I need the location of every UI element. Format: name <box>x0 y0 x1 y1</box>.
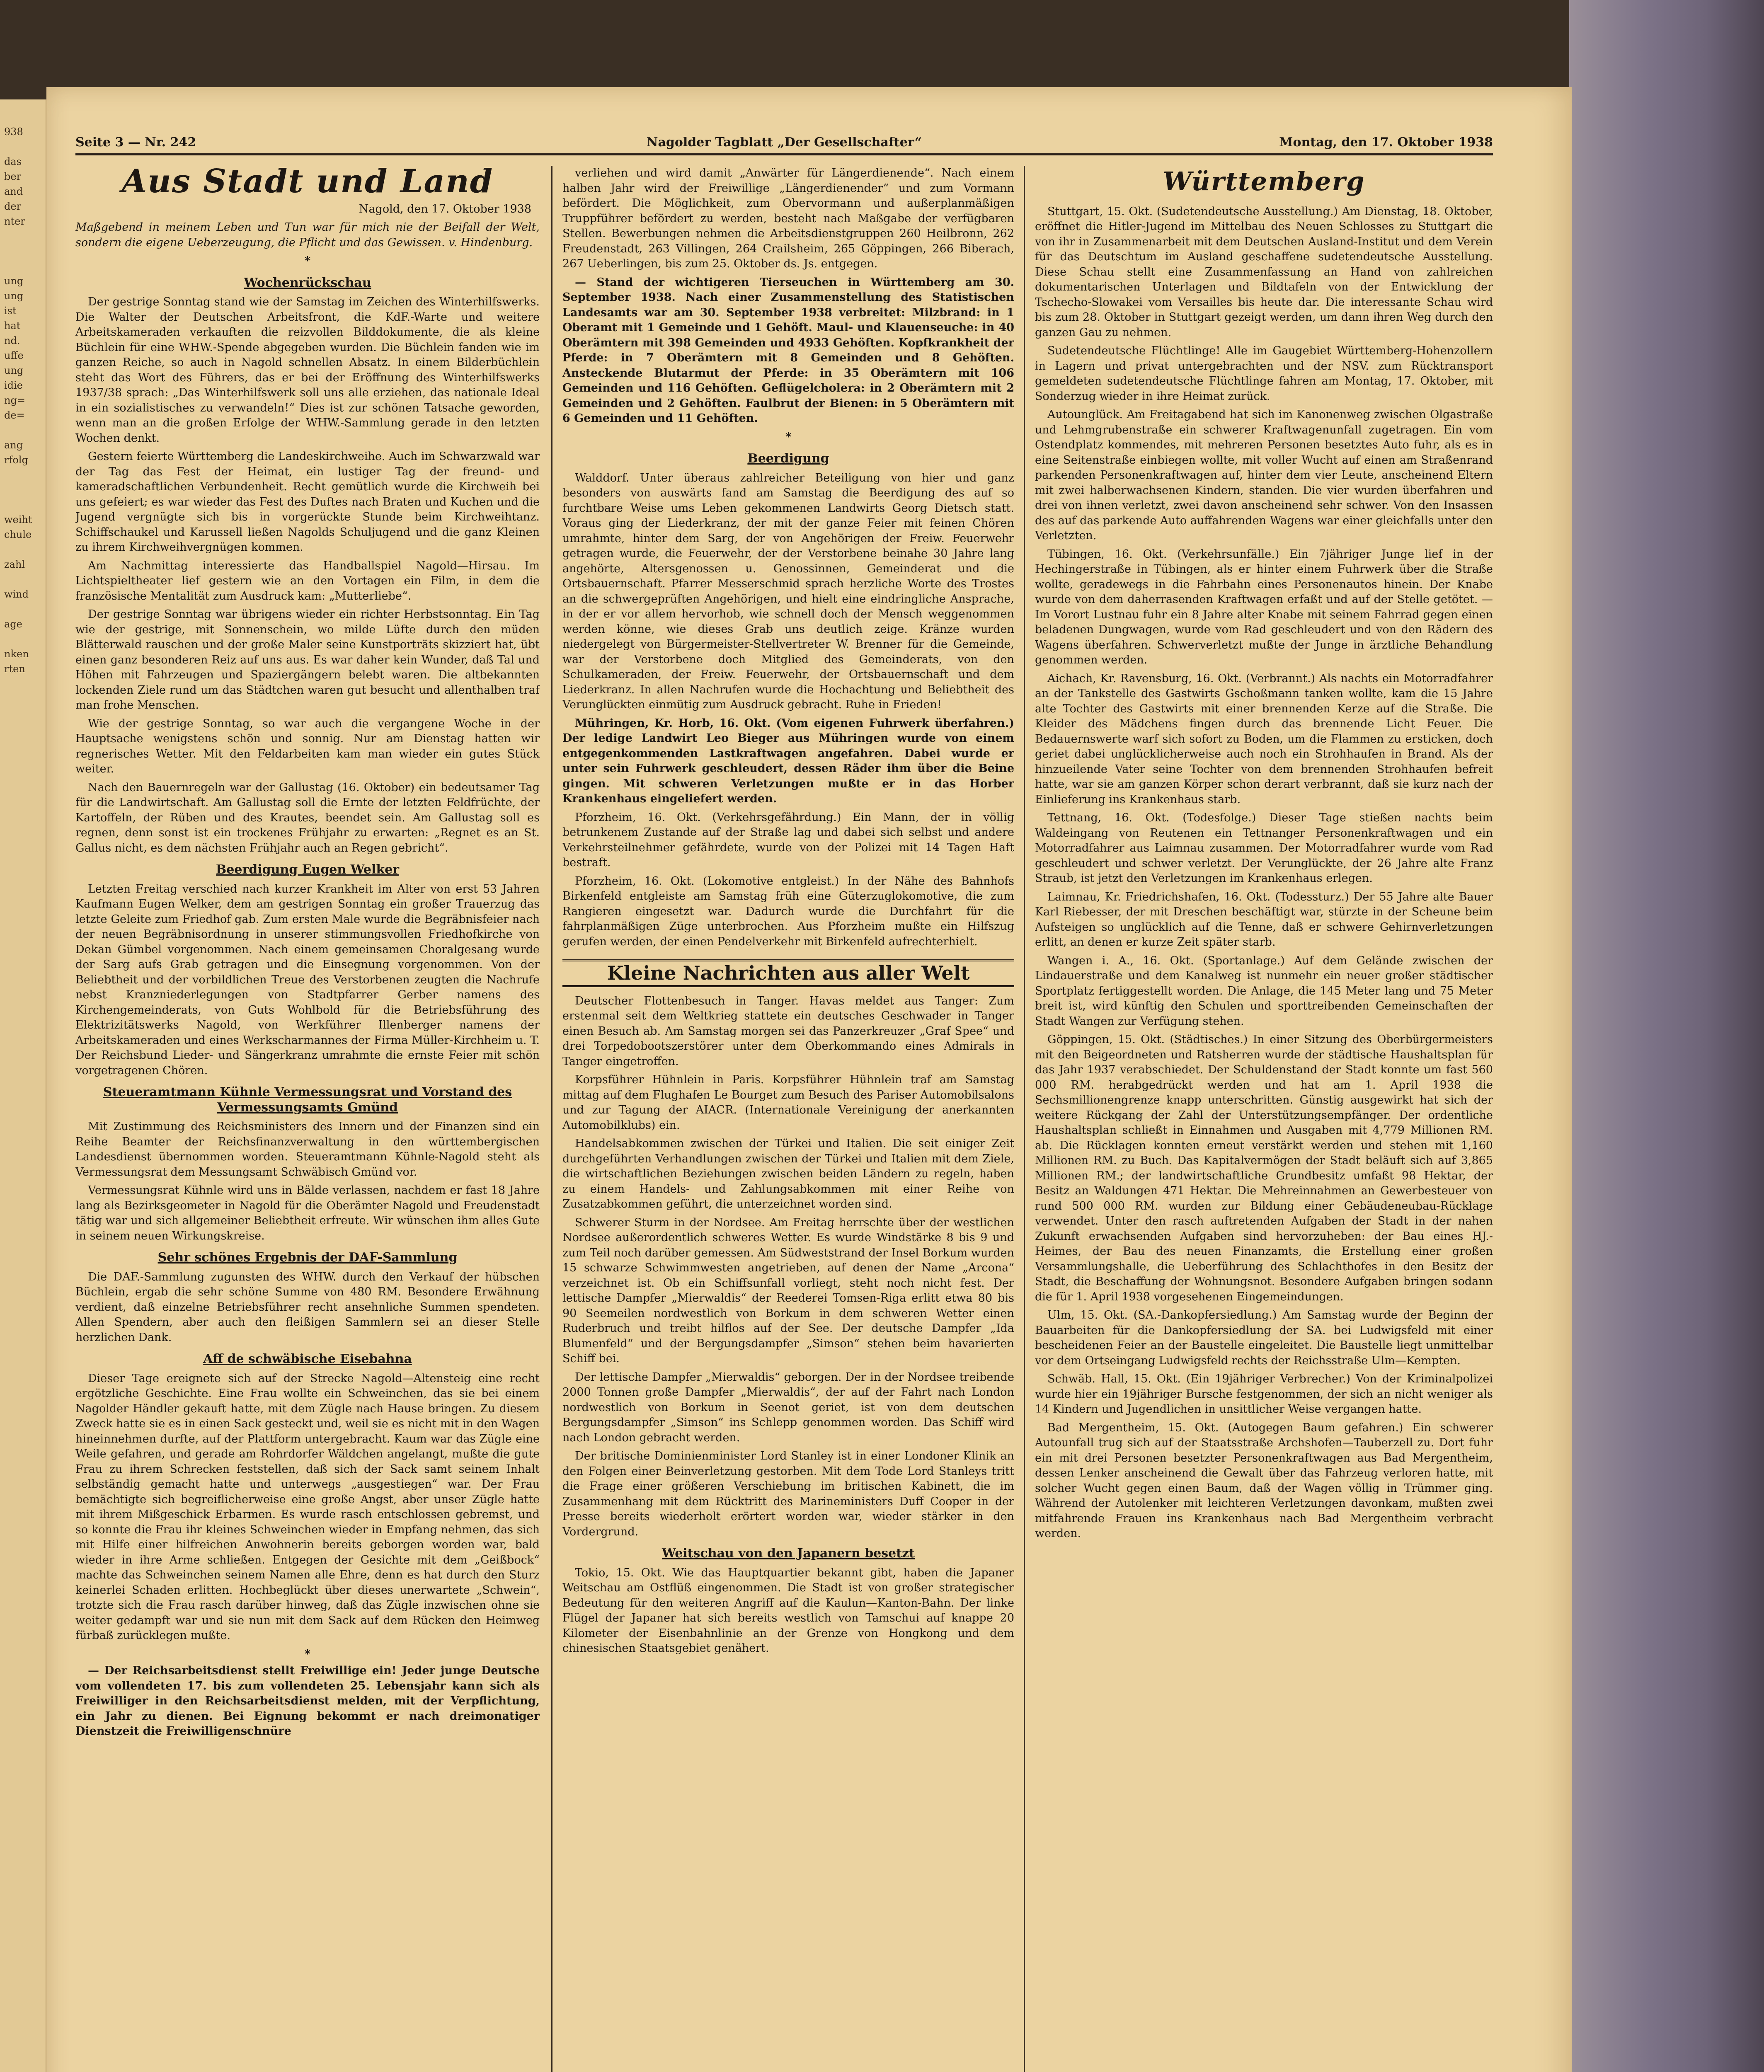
article-paragraph: Gestern feierte Württemberg die Landeskirchweihe. Auch im Schwarzwald war der Tag das Fest der Heimat, ein lustiger Tag der freund- und kameradschaftlichen Verbundenheit. Recht gemütlich wurde die Kirchweih bei uns gefeiert; es war wieder das Fest des Duftes nach Braten und Kuchen und die Jugend vergnügte sich bis in vorgerückte Stunde beim Kirchweihtanz. Schiffschaukel und Karussell ließen Nagolds Schuljugend und die ganz Kleinen zu ihrem Kirchweihvergnügen kommen. <box>75 450 540 554</box>
article-paragraph: Handelsabkommen zwischen der Türkei und Italien. Die seit einiger Zeit durchgeführten Verhandlungen zwischen der Türkei und Italien mit dem Ziele, die wirtschaftlichen Beziehungen zwischen beiden Ländern zu regeln, haben zu einem Handels- und Zahlungsabkommen mit einer Reihe von Zusatzabkommen geführt, die unterzeichnet worden sind. <box>562 1137 1014 1210</box>
article-heading: Beerdigung <box>747 451 829 466</box>
article-paragraph: Der gestrige Sonntag war übrigens wieder ein richter Herbstsonntag. Ein Tag wie der gestrige, mit Sonnenschein, wo milde Lüfte durch den müden Blätterwald rauschen und der große Maler seine Kunstporträts skizziert hat, übt einen ganz besonderen Reiz auf uns aus. Es war daher kein Wunder, daß Tal und Höhen mit Fahrzeugen und Spaziergängern belebt waren. Die altbekannten lockenden Ziele rund um das Städtchen waren gut besucht und allenthalben traf man frohe Menschen. <box>75 608 540 712</box>
adjacent-page-fragment <box>0 99 46 2072</box>
article-heading: Aff de schwäbische Eisebahna <box>203 1352 412 1366</box>
column-rule <box>1024 166 1025 2072</box>
article-paragraph: Walddorf. Unter überaus zahlreicher Beteiligung von hier und ganz besonders von auswärts fand am Samstag die Beerdigung des auf so furchtbare Weise ums Leben gekommenen Landwirts Georg Dietsch statt. Voraus ging der Liederkranz, der mit der ganze Feier mit feinen Chören umrahmte, hinter dem Sarg, der von Angehörigen der Freiw. Feuerwehr getragen wurde, die Feuerwehr, der der Verstorbene beinahe 30 Jahre lang angehörte, Altersgenossen u. Genossinnen, Gemeinderat und die Ortsbauernschaft. Pfarrer Messerschmid sprach herzliche Worte des Trostes an die schwergeprüften Angehörigen, und hielt eine eindringliche Ansprache, in der er vor allem hervorhob, wie schnell doch der Mensch weggenommen werden könne, wie dieses Grab uns deutlich zeige. Kränze wurden niedergelegt von Bürgermeister-Stellvertreter W. Brenner für die Gemeinde, war der Verstorbene doch Mitglied des Gemeinderats, von den Schulkameraden, der Freiw. Feuerwehr, der Ortsbauernschaft und dem Liederkranz. In allen Nachrufen wurde die Hochachtung und Beliebtheit des Verunglückten einmütig zum Ausdruck gebracht. Ruhe in Frieden! <box>562 471 1014 711</box>
column-3 <box>1035 166 1493 2072</box>
article-paragraph: Vermessungsrat Kühnle wird uns in Bälde verlassen, nachdem er fast 18 Jahre lang als Bezirksgeometer in Nagold für die Oberämter Nagold und Freudenstadt tätig war und sich allgemeiner Beliebtheit erfreute. Wir wünschen ihm alles Gute in seinem neuen Wirkungskreise. <box>75 1184 540 1242</box>
article-heading: Wochenrückschau <box>244 275 371 290</box>
adjacent-page-text: 938 das ber and der nter ung ung ist hat nd. uffe ung idie ng= de= ang rfolg weiht chule zahl wind age nken rten <box>4 126 32 675</box>
article-paragraph: Deutscher Flottenbesuch in Tanger. Havas meldet aus Tanger: Zum erstenmal seit dem Weltkrieg stattete ein deutsches Geschwader in Tanger einen Besuch ab. Am Samstag morgen sei das Panzerkreuzer „Graf Spee“ und drei Torpedobootszerstörer unter dem Oberkommando eines Admirals in Tanger eingetroffen. <box>562 994 1014 1068</box>
article-paragraph: Wangen i. A., 16. Okt. (Sportanlage.) Auf dem Gelände zwischen der Lindauerstraße und dem Kanalweg ist nunmehr ein neuer großer städtischer Sportplatz fertiggestellt worden. Die Anlage, die 145 Meter lang und 75 Meter breit ist, wird künftig den Schulen und sporttreibenden Gemeinschaften der Stadt Wangen zur Verfügung stehen. <box>1035 954 1493 1028</box>
article-paragraph: Schwäb. Hall, 15. Okt. (Ein 19jähriger Verbrecher.) Von der Kriminalpolizei wurde hier ein 19jähriger Bursche festgenommen, der sich an nicht weniger als 14 Kindern und Jugendlichen in unsittlicher Weise vergangen hatte. <box>1035 1372 1493 1416</box>
header-masthead: Nagolder Tagblatt „Der Gesellschafter“ <box>647 135 922 150</box>
header-page-number: Seite 3 — Nr. 242 <box>75 135 196 150</box>
article-paragraph: Pforzheim, 16. Okt. (Lokomotive entgleist.) In der Nähe des Bahnhofs Birkenfeld entgleiste am Samstag früh eine Güterzuglokomotive, die zum Rangieren eingesetzt war. Dadurch wurde die Durchfahrt für die fahrplanmäßigen Züge unterbrochen. Aus Pforzheim mußte ein Hilfszug gerufen werden, der einen Pendelverkehr mit Birkenfeld aufrechterhielt. <box>562 874 1014 948</box>
section-title-local: Aus Stadt und Land <box>121 166 494 200</box>
article-paragraph: Göppingen, 15. Okt. (Städtisches.) In einer Sitzung des Oberbürgermeisters mit den Beigeordneten und Ratsherren wurde der städtische Haushaltsplan für das Jahr 1937 verabschiedet. Der Schuldenstand der Stadt konnte um fast 560 000 RM. herabgedrückt werden und hat am 1. April 1938 die Sechsmillionengrenze knapp unterschritten. Günstig ausgewirkt hat sich der weitere Rückgang der Zahl der Unterstützungsempfänger. Der ordentliche Haushaltsplan schließt in Einnahmen und Ausgaben mit 4,779 Millionen RM. ab. Die Rücklagen konnten erneut verstärkt werden und stehen mit 1,160 Millionen RM. zu Buch. Das Kapitalvermögen der Stadt beläuft sich auf 3,865 Millionen RM.; der landwirtschaftliche Grundbesitz umfaßt 98 Hektar, der Besitz an Waldungen 471 Hektar. Die Mehreinnahmen an Gewerbesteuer von rund 500 000 RM. wurden zur Bildung einer Gebäudeneubau-Rücklage verwendet. Unter den rasch auftretenden Aufgaben der Stadt in der nahen Zukunft erwachsenden Aufgaben sind hervorzuheben: der Bau eines HJ.-Heimes, der Bau des neuen Finanzamts, die Erstellung einer großen Versammlungshalle, die Ueberführung des Schlachthofes in den Besitz der Stadt, die Beschaffung der Wohnungsnot. Besondere Aufgaben bringen sodann die für 1. April 1938 vorgesehenen Eingemeindungen. <box>1035 1033 1493 1303</box>
header-date: Montag, den 17. Oktober 1938 <box>1279 135 1493 150</box>
dateline: Nagold, den 17. Oktober 1938 <box>359 202 531 215</box>
article-paragraph: Pforzheim, 16. Okt. (Verkehrsgefährdung.) Ein Mann, der in völlig betrunkenem Zustande auf der Straße lag und dabei sich selbst und andere Verkehrsteilnehmer gefährdete, wurde von der Polizei mit 14 Tagen Haft bestraft. <box>562 811 1014 869</box>
newspaper-page <box>46 87 1572 2072</box>
article-paragraph: Laimnau, Kr. Friedrichshafen, 16. Okt. (Todessturz.) Der 55 Jahre alte Bauer Karl Riebesser, der mit Dreschen beschäftigt war, stürzte in der Scheune beim Aufsteigen so unglücklich auf die Tenne, daß er schwere Gehirnverletzungen erlitt, an denen er kurze Zeit später starb. <box>1035 890 1493 949</box>
article-paragraph: verliehen und wird damit „Anwärter für Längerdienende“. Nach einem halben Jahr wird der Freiwillige „Längerdienender“ und zum Vormann befördert. Die Möglichkeit, zum Obervormann und außerplanmäßigen Truppführer befördert zu werden, besteht nach Maßgabe der verfügbaren Stellen. Bewerbungen nehmen die Arbeitsdienstgruppen 260 Heilbronn, 262 Freudenstadt, 263 Villingen, 264 Crailsheim, 265 Göppingen, 266 Biberach, 267 Ueberlingen, bis zum 25. Oktober ds. Js. entgegen. <box>562 167 1014 270</box>
article-paragraph: — Der Reichsarbeitsdienst stellt Freiwillige ein! Jeder junge Deutsche vom vollendeten 17. bis zum vollendeten 25. Lebensjahr kann sich als Freiwilliger in den Reichsarbeitsdienst melden, mit der Verpflichtung, ein Jahr zu dienen. Bei Eignung bekommt er nach dreimonatiger Dienstzeit die Freiwilligenschnüre <box>75 1664 540 1738</box>
article-heading: Sehr schönes Ergebnis der DAF-Sammlung <box>158 1250 458 1265</box>
article-paragraph: Ulm, 15. Okt. (SA.-Dankopfersiedlung.) Am Samstag wurde der Beginn der Bauarbeiten für die Dankopfersiedlung der SA. bei Ludwigsfeld mit einer bescheidenen Feier an der Baustelle eingeleitet. Die Baustelle liegt unmittelbar vor dem Ortseingang Ludwigsfeld rechts der Reichsstraße Ulm—Kempten. <box>1035 1309 1493 1367</box>
article-heading: Beerdigung Eugen Welker <box>216 862 400 877</box>
article-heading: Weitschau von den Japanern besetzt <box>662 1546 915 1561</box>
article-paragraph: Bad Mergentheim, 15. Okt. (Autogegen Baum gefahren.) Ein schwerer Autounfall trug sich auf der Staatsstraße Archshofen—Tauberzell zu. Dort fuhr ein mit drei Personen besetzter Personenkraftwagen aus Bad Mergentheim, dessen Lenker anscheinend die Gewalt über das Fahrzeug verloren hatte, mit solcher Wucht gegen einen Baum, daß der Wagen völlig in Trümmer ging. Während der Autolenker mit leichteren Verletzungen davonkam, mußten zwei mitfahrende Frauen ins Krankenhaus nach Bad Mergentheim verbracht werden. <box>1035 1421 1493 1540</box>
article-paragraph: Der britische Dominienminister Lord Stanley ist in einer Londoner Klinik an den Folgen einer Beinverletzung gestorben. Mit dem Tode Lord Stanleys tritt die Frage einer größeren Verschiebung im britischen Kabinett, die im Zusammenhang mit dem Rücktritt des Marineministers Duff Cooper in der Presse bereits wiederholt erörtert worden war, wieder stärker in den Vordergrund. <box>562 1450 1014 1538</box>
article-paragraph: Schwerer Sturm in der Nordsee. Am Freitag herrschte über der westlichen Nordsee außerordentlich schweres Wetter. Es wurde Windstärke 8 bis 9 und zum Teil noch darüber gemessen. Am Südweststrand der Insel Borkum wurden 15 schwarze Schwimmwesten angetrieben, auf denen der Name „Arcona“ verzeichnet ist. Ob ein Schiffsunfall vorliegt, steht noch nicht fest. Der lettische Dampfer „Mierwaldis“ der Reederei Tomsen-Riga erlitt etwa 80 bis 90 Seemeilen nordwestlich von Borkum in dem schweren Wetter einen Ruderbruch und treibt hilflos auf der See. Der deutsche Dampfer „Ida Blumenfeld“ und der Bergungsdampfer „Simson“ stehen beim havarierten Schiff bei. <box>562 1216 1014 1365</box>
article-heading: Steueramtmann Kühnle Vermessungsrat und Vorstand des Vermessungsamts Gmünd <box>103 1085 512 1115</box>
separator-star: * <box>304 1647 311 1661</box>
article-paragraph: Tübingen, 16. Okt. (Verkehrsunfälle.) Ein 7jähriger Junge lief in der Hechingerstraße in Tübingen, als er hinter einem Fuhrwerk über die Straße wollte, geradewegs in die Fahrbahn eines Personenautos hinein. Der Knabe wurde von dem daherrasenden Kraftwagen erfaßt und auf der Stelle getötet. — Im Vorort Lustnau fuhr ein 8 Jahre alter Knabe mit seinem Fahrrad gegen einen beladenen Dungwagen, wurde vom Rad geschleudert und von den Rädern des Wagens überfahren. Schwerverletzt mußte der Junge in ärztliche Behandlung genommen werden. <box>1035 547 1493 666</box>
column-1 <box>75 166 540 2072</box>
article-paragraph: Am Nachmittag interessierte das Handballspiel Nagold—Hirsau. Im Lichtspieltheater lief gestern wie an den Vortagen ein Film, in dem die französische Mentalität zum Ausdruck kam: „Mutterliebe“. <box>75 559 540 603</box>
page-header <box>75 128 1493 155</box>
article-paragraph: Mit Zustimmung des Reichsministers des Innern und der Finanzen sind ein Reihe Beamter der Reichsfinanzverwaltung in den württembergischen Landesdienst übernommen worden. Steueramtmann Kühnle-Nagold steht als Vermessungsrat dem Messungsamt Schwäbisch Gmünd vor. <box>75 1120 540 1179</box>
article-paragraph: Die DAF.-Sammlung zugunsten des WHW. durch den Verkauf der hübschen Büchlein, ergab die sehr schöne Summe von 480 RM. Besondere Erwähnung verdient, daß einzelne Betriebsführer recht ansehnliche Summen spendeten. Allen Spendern, aber auch den fleißigen Sammlern sei an dieser Stelle herzlichen Dank. <box>75 1270 540 1344</box>
motto-quote: Maßgebend in meinem Leben und Tun war für mich nie der Beifall der Welt, sondern die eigene Ueberzeugung, die Pflicht und das Gewissen. v. Hindenburg. <box>75 221 540 249</box>
article-paragraph: Stuttgart, 15. Okt. (Sudetendeutsche Ausstellung.) Am Dienstag, 18. Oktober, eröffnet die Hitler-Jugend im Mittelbau des Neuen Schlosses zu Stuttgart die von ihr in Zusammenarbeit mit dem Deutschen Ausland-Institut und dem Verein für das Deutschtum im Ausland geschaffene sudetendeutsche Ausstellung. Diese Schau stellt eine Zusammenfassung an Hand von zahlreichen dokumentarischen Unterlagen und Bildtafeln von der Entwicklung der Tschecho-Slowakei vom Versailles bis heute dar. Die interessante Schau wird bis zum 28. Oktober in Stuttgart gezeigt werden, um dann ihren Weg durch den ganzen Gau zu nehmen. <box>1035 205 1493 339</box>
article-paragraph: Wie der gestrige Sonntag, so war auch die vergangene Woche in der Hauptsache wenigstens schön und sonnig. Nur am Dienstag hatten wir regnerisches Wetter. Mit den Feldarbeiten kam man wieder ein gutes Stück weiter. <box>75 717 540 775</box>
separator-star: * <box>785 430 792 443</box>
column-2 <box>562 166 1014 2072</box>
section-heading-world-news: Kleine Nachrichten aus aller Welt <box>562 959 1014 987</box>
article-paragraph: Autounglück. Am Freitagabend hat sich im Kanonenweg zwischen Olgastraße und Lehmgrubenstraße ein schwerer Kraftwagenunfall zugetragen. Ein vom Ostendplatz kommendes, mit mehreren Personen besetztes Auto fuhr, als es in eine Seitenstraße einbiegen wollte, mit voller Wucht auf einen am Straßenrand parkenden Personenkraftwagen auf, hinter dem vier Leute, anscheinend Eltern mit zwei halberwachsenen Kindern, standen. Die vier wurden überfahren und drei von ihnen verletzt, zwei davon anscheinend sehr schwer. Von den Insassen des auf das parkende Auto auffahrenden Wagens war einer gleichfalls unter den Verletzten. <box>1035 408 1493 542</box>
article-paragraph: Der lettische Dampfer „Mierwaldis“ geborgen. Der in der Nordsee treibende 2000 Tonnen große Dampfer „Mierwaldis“, der auf der Fahrt nach London nordwestlich von Borkum in Seenot geriet, ist von dem deutschen Bergungsdampfer „Simson“ ins Schlepp genommen worden. Das Schiff wird nach London gebracht werden. <box>562 1370 1014 1444</box>
article-paragraph: Dieser Tage ereignete sich auf der Strecke Nagold—Altensteig eine recht ergötzliche Geschichte. Eine Frau wollte ein Schweinchen, das sie bei einem Nagolder Händler gekauft hatte, mit dem Zügle nach Hause bringen. Zu diesem Zweck hatte sie es in einen Sack gesteckt und, weil sie es nicht mit in den Wagen hineinnehmen durfte, auf der Plattform untergebracht. Kaum war das Zügle eine Weile gefahren, und gerade am Rohrdorfer Wäldchen angelangt, mußte die gute Frau zu ihrem Schrecken feststellen, daß sich der Sack samt seinem Inhalt selbständig gemacht hatte und unterwegs „ausgestiegen“ war. Der Frau bemächtigte sich begreiflicherweise eine große Angst, aber unser Zügle hatte mit ihrem Mißgeschick Erbarmen. Es wurde rasch entschlossen gebremst, und so konnte die Frau ihr kleines Schweinchen wieder in Empfang nehmen, das sich mit Hilfe einer hilfreichen Anwohnerin bereits geborgen worden war, bald wieder in ihre Arme schließen. Entgegen der Gesichte mit dem „Geißbock“ machte das Schweinchen seinem Namen alle Ehre, denn es hat durch den Sturz keinerlei Schaden erlitten. Hochbeglückt über dieses unerwartete „Schwein“, trotzte sich die Frau rasch darüber hinweg, daß das Zügle inzwischen ohne sie weiter gedampft war und sie nun mit dem Sack auf dem Rücken den Heimweg fürbaß zurücklegen mußte. <box>75 1372 540 1642</box>
section-title-wuerttemberg: Württemberg <box>1163 166 1365 196</box>
article-paragraph: Tokio, 15. Okt. Wie das Hauptquartier bekannt gibt, haben die Japaner Weitschau am Ostflüß eingenommen. Die Stadt ist von großer strategischer Bedeutung für den weiteren Angriff auf die Kaulun—Kanton-Bahn. Der linke Flügel der Japaner hat sich bereits westlich von Tamschui auf knappe 20 Kilometer der Eisenbahnlinie an der Grenze von Hongkong und dem chinesischen Staatsgebiet genähert. <box>562 1566 1014 1655</box>
article-paragraph: — Stand der wichtigeren Tierseuchen in Württemberg am 30. September 1938. Nach einer Zusammenstellung des Statistischen Landesamts war am 30. September 1938 verbreitet: Milzbrand: in 1 Oberamt mit 1 Gemeinde und 1 Gehöft. Maul- und Klauenseuche: in 40 Oberämtern mit 398 Gemeinden und 4933 Gehöften. Kopfkrankheit der Pferde: in 7 Oberämtern mit 8 Gemeinden und 8 Gehöften. Ansteckende Blutarmut der Pferde: in 35 Oberämtern mit 106 Gemeinden und 116 Gehöften. Geflügelcholera: in 2 Oberämtern mit 2 Gemeinden und 2 Gehöften. Faulbrut der Bienen: in 5 Oberämtern mit 6 Gemeinden und 11 Gehöften. <box>562 276 1014 425</box>
article-paragraph: Letzten Freitag verschied nach kurzer Krankheit im Alter von erst 53 Jahren Kaufmann Eugen Welker, dem am gestrigen Sonntag ein großer Trauerzug das letzte Geleite zum Friedhof gab. Zum ersten Male wurde die Begräbnisfeier nach der neuen Begräbnisordnung in unserer stimmungsvollen Friedhofkirche von Dekan Gümbel vorgenommen. Nach einem gemeinsamen Choralgesang wurde der Sarg aufs Grab getragen und die Einsegnung vorgenommen. Von der Beliebtheit und der vorbildlichen Treue des Verstorbenen zeugten die Nachrufe nebst Kranzniederlegungen von Stadtpfarrer Gerber namens des Kirchengemeinderats, von Guts Wohlbold für die Betriebsführung des Elektrizitätswerks Nagold, von Werkführer Illenberger namens der Arbeitskameraden und eines Werkscharmannes der Firma Müller-Kirchheim u. T. Der Reichsbund Lieder- und Sängerkranz umrahmte die ernste Feier mit schön vorgetragenen Chören. <box>75 882 540 1077</box>
book-binding <box>1569 0 1764 2072</box>
article-paragraph: Sudetendeutsche Flüchtlinge! Alle im Gaugebiet Württemberg-Hohenzollern in Lagern und privat untergebrachten und der NSV. zum Rücktransport gemeldeten sudetendeutsche Flüchtlinge fahren am Montag, 17. Oktober, mit Sonderzug wieder in ihre Heimat zurück. <box>1035 344 1493 403</box>
article-paragraph: Korpsführer Hühnlein in Paris. Korpsführer Hühnlein traf am Samstag mittag auf dem Flughafen Le Bourget zum Besuch des Pariser Automobilsalons und zur Tagung der AIACR. (Internationale Vereinigung der anerkannten Automobilklubs) ein. <box>562 1073 1014 1132</box>
article-paragraph: Der gestrige Sonntag stand wie der Samstag im Zeichen des Winterhilfswerks. Die Walter der Deutschen Arbeitsfront, die KdF.-Warte und weitere Arbeitskameraden verkauften die reizvollen Bilddokumente, die als kleine Büchlein für eine WHW.-Spende abgegeben wurden. Die Büchlein fanden wie im ganzen Reiche, so auch in Nagold schnellen Absatz. In einem Bilderbüchlein steht das Wort des Führers, das er bei der Eröffnung des Winterhilfswerks 1937/38 sprach: „Das Winterhilfswerk soll uns alle erziehen, das nationale Ideal in ein sozialistisches zu verwandeln!“ Dies ist zur schönen Tatsache geworden, wenn man an die großen Erfolge der WHW.-Sammlung gerade in den letzten Wochen denkt. <box>75 295 540 445</box>
article-paragraph: Tettnang, 16. Okt. (Todesfolge.) Dieser Tage stießen nachts beim Waldeingang von Reutenen ein Tettnanger Personenkraftwagen und ein Motorradfahrer aus Laimnau zusammen. Der Motorradfahrer wurde vom Rad geschleudert und schwer verletzt. Der Verunglückte, der 26 Jahre alte Franz Straub, ist jetzt den Verletzungen im Krankenhaus erlegen. <box>1035 811 1493 885</box>
article-paragraph: Aichach, Kr. Ravensburg, 16. Okt. (Verbrannt.) Als nachts ein Motorradfahrer an der Tankstelle des Gastwirts Gschoßmann tanken wollte, kam die 15 Jahre alte Tochter des Gastwirts mit einer brennenden Kerze auf die Straße. Die Kleider des Mädchens fingen durch das brennende Licht Feuer. Die Bedauernswerte warf sich sofort zu Boden, um die Flammen zu ersticken, doch geriet dabei unglücklicherweise auch noch ein Strohhaufen in Brand. Als der hinzueilende Vater seine Tochter von dem brennenden Strohhaufen befreit hatte, war sie am ganzen Körper schon derart verbrannt, daß sie kurz nach der Einlieferung ins Krankenhaus starb. <box>1035 672 1493 806</box>
column-rule <box>551 166 552 2072</box>
separator-star: * <box>304 254 311 267</box>
article-paragraph: Nach den Bauernregeln war der Gallustag (16. Oktober) ein bedeutsamer Tag für die Landwirtschaft. Am Gallustag soll die Ernte der letzten Feldfrüchte, der Kartoffeln, der Rüben und des Krautes, beendet sein. Am Gallustag soll es regnen, denn sonst ist ein trockenes Frühjahr zu erwarten: „Regnet es an St. Gallus nicht, es dem nächsten Frühjahr auch an Regen gebricht“. <box>75 781 540 854</box>
article-paragraph: Mühringen, Kr. Horb, 16. Okt. (Vom eigenen Fuhrwerk überfahren.) Der ledige Landwirt Leo Bieger aus Mühringen wurde von einem entgegenkommenden Lastkraftwagen angefahren. Dabei wurde er unter sein Fuhrwerk geschleudert, dessen Räder ihm über die Beine gingen. Mit schweren Verletzungen mußte er in das Horber Krankenhaus eingeliefert werden. <box>562 716 1014 805</box>
